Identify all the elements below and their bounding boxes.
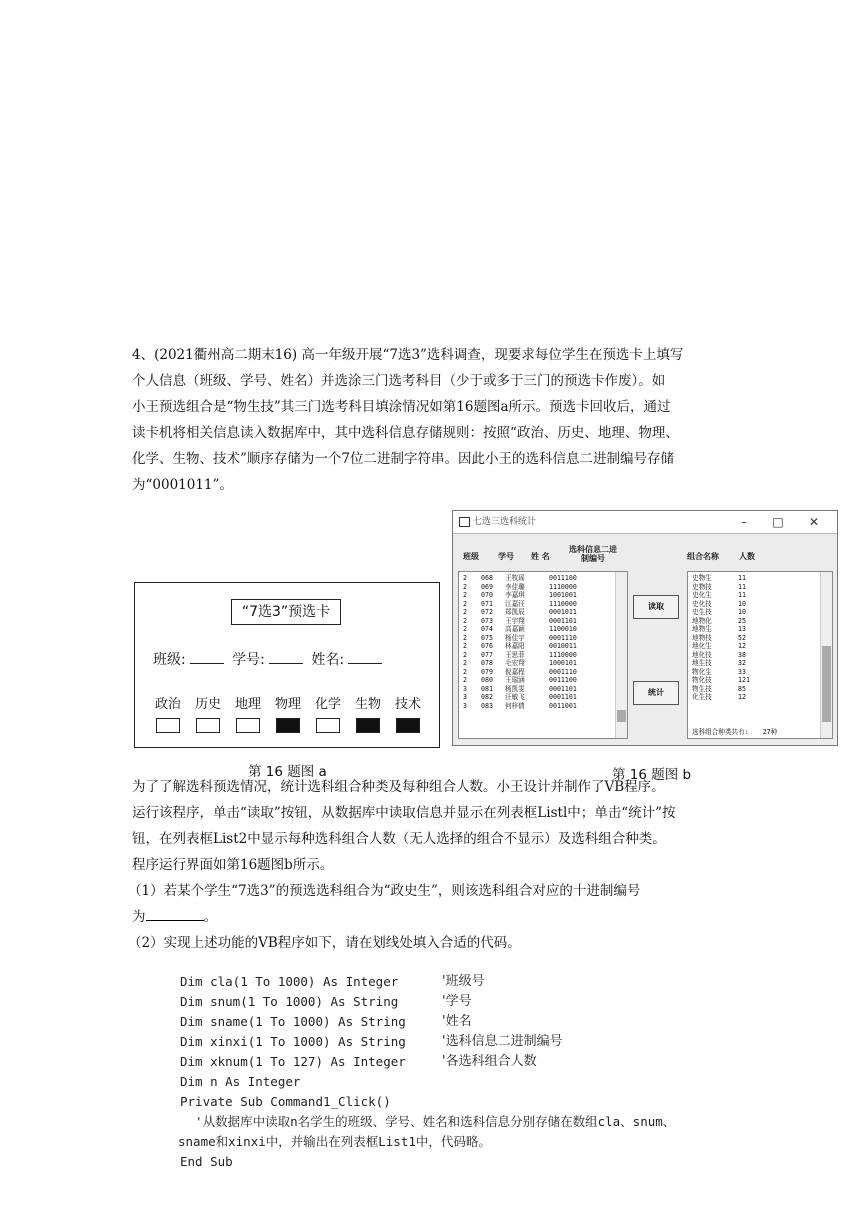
list1-box[interactable] [458,571,628,739]
list1-cell: 王牧瑶 [505,574,525,582]
question-line: 小王预选组合是“物生技”其三门选考科目填涂情况如第16题图a所示。预选卡回收后，通过 [132,399,671,415]
summary-label: 选科组合种类共有: [692,727,749,736]
subject-option [391,693,425,733]
list1-cell: 3 [463,684,467,693]
list1-cell: 王宇翔 [505,616,525,625]
list2-item[interactable] [692,625,832,634]
list1-item[interactable] [463,600,627,609]
subject-option [151,693,185,733]
list1-item[interactable] [463,651,627,660]
description-line: 为了了解选科预选情况，统计选科组合种类及每种组合人数。小王设计并制作了VB程序。 [132,779,665,795]
list1-item[interactable] [463,634,627,643]
list1-cell: 0001011 [549,608,577,616]
list1-cell: 2 [463,574,467,582]
list1-cell: 李嘉琪 [505,591,525,599]
code-line [180,972,675,992]
code-line [180,1112,675,1132]
q1-suffix: 。 [203,909,217,925]
combo-count: 11 [738,574,746,582]
list1-item[interactable] [463,591,627,600]
list1-cell: 林嘉阳 [505,642,525,650]
code-comment: '选科信息二进制编号 [442,1034,563,1049]
list1-cell: 3 [463,701,467,710]
summary-value: 27种 [762,727,778,736]
list1-cell: 2 [463,608,467,616]
list1-cell: 2 [463,642,467,650]
list1-cell: 杨凯雯 [505,684,525,693]
figure-b-program-window [452,510,838,746]
list1-cell: 081 [481,684,493,693]
list1-cell: 083 [481,701,493,710]
figure-a-caption: 第 16 题图 a [248,764,327,780]
list2-scrollbar[interactable] [820,572,832,738]
combo-name: 物化技 [692,676,712,684]
combo-count: 10 [738,608,746,616]
header-class: 班级 [463,552,479,561]
combo-name: 地化技 [692,650,712,659]
list1-cell: 073 [481,616,493,625]
code-text: '从数据库中读取n名学生的班级、学号、姓名和选科信息分别存储在数组cla、snum、 [180,1114,676,1129]
subject-option [311,693,345,733]
window-titlebar [453,511,837,534]
list2-item[interactable] [692,634,832,643]
list1-cell: 2 [463,625,467,633]
list1-cell: 2 [463,616,467,625]
subject-bubble [396,718,420,733]
list1-cell: 0001110 [549,633,577,642]
read-button[interactable]: 读取 [633,595,679,619]
subject-bubble [356,718,380,733]
list1-cell: 0001101 [549,616,577,625]
list2-item[interactable] [692,583,832,592]
q1-prefix: 为 [132,909,146,925]
combo-name: 化生技 [692,693,712,701]
question-1-answer-line [132,904,732,930]
list1-cell: 0001110 [549,667,577,676]
code-line [180,1052,675,1072]
list1-cell: 1001001 [549,591,577,599]
vb-code-block [180,972,675,1172]
close-icon[interactable]: ✕ [808,515,820,529]
code-text: Dim xinxi(1 To 1000) As String [180,1034,406,1049]
number-blank [269,663,303,664]
list1-cell: 2 [463,676,467,684]
list1-cell: 李佳璐 [505,582,525,591]
question-text [132,342,732,498]
list1-item[interactable] [463,693,627,702]
list1-item[interactable] [463,668,627,677]
list1-item[interactable] [463,642,627,651]
list1-cell: 068 [481,574,493,582]
combo-name: 史化生 [692,591,712,599]
list1-cell: 078 [481,659,493,667]
figure-a-preselection-card [134,582,440,748]
subject-bubble [156,718,180,733]
list1-cell: 076 [481,642,493,650]
class-blank [190,663,224,664]
list1-cell: 杨佳宇 [505,633,525,642]
list1-item[interactable] [463,676,627,685]
header-count: 人数 [739,552,755,561]
list1-cell: 0011001 [549,701,577,710]
list2-item[interactable] [692,685,832,694]
list2-box[interactable] [687,571,833,739]
description-text [128,774,732,956]
combo-name: 地生技 [692,659,712,667]
code-comment: '学号 [442,994,472,1009]
list1-item[interactable] [463,574,627,583]
subject-option [191,693,225,733]
list1-cell: 王思菲 [505,650,525,659]
subject-label: 生物 [354,697,381,712]
list1-scroll-thumb[interactable] [617,710,626,722]
code-text: Dim xknum(1 To 127) As Integer [180,1054,406,1069]
header-info: 选科信息二进制编号 [569,545,617,563]
list1-item[interactable] [463,685,627,694]
list1-cell: 2 [463,659,467,667]
combo-count: 11 [738,591,746,599]
list1-cell: 2 [463,633,467,642]
combo-name: 地化生 [692,642,712,650]
list1-cell: 0001101 [549,693,577,701]
list1-cell: 王瑞涵 [505,676,525,684]
subject-option [351,693,385,733]
list1-cell: 0011100 [549,676,577,684]
question-line: 4、(2021衢州高二期末16) 高一年级开展“7选3”选科调查，现要求每位学生在预选卡上填写 [132,347,684,363]
maximize-icon[interactable]: □ [772,515,784,529]
minimize-icon[interactable]: – [741,515,747,529]
code-text: Dim n As Integer [180,1074,301,1089]
subject-bubble [276,718,300,733]
code-text: Dim cla(1 To 1000) As Integer [180,974,399,989]
list1-cell: 077 [481,650,493,659]
list1-item[interactable] [463,625,627,634]
combo-name: 地物化 [692,616,712,625]
list1-cell: 069 [481,582,493,591]
code-line [180,1072,675,1092]
combo-name: 物化生 [692,667,712,676]
list1-cell: 1100010 [549,625,577,633]
subject-label: 化学 [314,697,341,712]
subject-label: 物理 [274,697,301,712]
combo-name: 地物生 [692,625,712,633]
list1-cell: 070 [481,591,493,599]
question-line: 读卡机将相关信息读入数据库中，其中选科信息存储规则：按照“政治、历史、地理、物理、 [132,425,679,441]
list1-cell: 2 [463,582,467,591]
list1-cell: 0001101 [549,684,577,693]
list1-cell: 倪嘉程 [505,667,525,676]
subject-option [231,693,265,733]
list1-cell: 071 [481,599,493,608]
combo-count: 52 [738,633,746,642]
app-icon [459,517,470,527]
figure-b-caption: 第 16 题图 b [612,767,692,783]
combo-name: 地物技 [692,633,712,642]
combo-count: 33 [738,667,746,676]
combo-name: 史物生 [692,574,712,582]
list1-cell: 江嘉汪 [505,599,525,608]
combo-count: 13 [738,625,746,633]
question-line: 为“0001011”。 [132,477,233,493]
code-text: Dim snum(1 To 1000) As String [180,994,399,1009]
answer-blank[interactable] [146,906,204,921]
list1-cell: 2 [463,599,467,608]
code-comment: '班级号 [442,974,485,989]
list1-cell: 074 [481,625,493,633]
subject-label: 技术 [394,697,421,712]
list1-cell: 汪敏飞 [505,693,525,701]
list1-cell: 2 [463,667,467,676]
list2-item[interactable] [692,693,832,702]
combo-count: 12 [738,642,746,650]
list2-item[interactable] [692,668,832,677]
list1-cell: 郑凯辰 [505,608,525,616]
combo-count: 121 [738,676,750,684]
list2-summary [692,728,777,737]
code-text: Dim sname(1 To 1000) As String [180,1014,406,1029]
combo-count: 38 [738,650,746,659]
list2-scroll-thumb[interactable] [822,646,831,722]
list1-item[interactable] [463,659,627,668]
list1-item[interactable] [463,583,627,592]
subject-bubble [236,718,260,733]
list2-item[interactable] [692,591,832,600]
code-line [180,992,675,1012]
list2-item[interactable] [692,676,832,685]
subject-list [151,693,425,733]
header-number: 学号 [498,552,514,561]
list1-cell: 2 [463,591,467,599]
list2-item[interactable] [692,617,832,626]
list2-item[interactable] [692,608,832,617]
card-info-row [153,649,386,669]
combo-count: 11 [738,582,746,591]
stat-button[interactable]: 统计 [633,681,679,705]
subject-bubble [196,718,220,733]
list1-cell: 072 [481,608,493,616]
code-comment: '各选科组合人数 [442,1054,537,1069]
code-line [178,1132,673,1152]
list1-item[interactable] [463,608,627,617]
combo-name: 物生技 [692,684,712,693]
list2-item[interactable] [692,574,832,583]
code-line [180,1012,675,1032]
combo-count: 85 [738,684,746,693]
subject-option [271,693,305,733]
list1-cell: 何梓倩 [505,701,525,710]
list1-cell: 080 [481,676,493,684]
list1-cell: 1110000 [549,582,577,591]
list1-cell: 079 [481,667,493,676]
subject-label: 地理 [234,697,261,712]
code-text: End Sub [180,1154,233,1169]
list2-item[interactable] [692,659,832,668]
list1-item[interactable] [463,702,627,711]
list1-cell: 082 [481,693,493,701]
list2-item[interactable] [692,651,832,660]
subject-label: 政治 [154,697,181,712]
list2-item[interactable] [692,600,832,609]
question-line: 化学、生物、技术”顺序存储为一个7位二进制字符串。因此小王的选科信息二进制编号存储 [132,451,674,467]
question-line: 个人信息（班级、学号、姓名）并选涂三门选考科目（少于或多于三门的预选卡作废）。如 [132,373,666,389]
list1-cell: 075 [481,633,493,642]
list1-cell: 0010011 [549,642,577,650]
list1-scrollbar[interactable] [615,572,627,738]
description-line: 钮，在列表框List2中显示每种选科组合人数（无人选择的组合不显示）及选科组合种类。 [132,831,666,847]
number-label: 学号: [232,652,265,668]
combo-count: 25 [738,616,746,625]
code-text: Private Sub Command1_Click() [180,1094,391,1109]
window-title: 七选三选科统计 [473,517,537,527]
list1-cell: 1110000 [549,599,577,608]
list1-cell: 1110000 [549,650,577,659]
card-title: “7选3”预选卡 [231,599,341,625]
code-text: sname和xinxi中，并输出在列表框List1中，代码略。 [178,1134,491,1149]
description-line: 运行该程序，单击“读取”按钮，从数据库中读取信息并显示在列表框Listl中；单击“统计”按 [132,805,676,821]
combo-count: 32 [738,659,746,667]
question-2: （2）实现上述功能的VB程序如下，请在划线处填入合适的代码。 [128,935,521,951]
list1-cell: 1000101 [549,659,577,667]
name-blank [348,663,382,664]
code-line [180,1092,675,1112]
code-line [180,1032,675,1052]
question-1: （1）若某个学生“7选3”的预选选科组合为“政史生”，则该选科组合对应的十进制编号 [128,883,641,899]
subject-label: 历史 [194,697,221,712]
combo-name: 史化技 [692,599,712,608]
list2-item[interactable] [692,642,832,651]
list1-cell: 高嘉颖 [505,625,525,633]
class-label: 班级: [153,652,186,668]
list1-item[interactable] [463,617,627,626]
header-combo: 组合名称 [687,552,719,561]
subject-bubble [316,718,340,733]
list1-cell: 毛宏翔 [505,659,525,667]
combo-name: 史物技 [692,582,712,591]
combo-name: 史生技 [692,608,712,616]
list1-cell: 2 [463,650,467,659]
name-label: 姓名: [311,652,345,668]
code-line [180,1152,675,1172]
description-line: 程序运行界面如第16题图b所示。 [132,857,334,873]
code-comment: '姓名 [442,1014,472,1029]
list1-cell: 0011100 [549,574,577,582]
combo-count: 12 [738,693,746,701]
combo-count: 10 [738,599,746,608]
list1-cell: 3 [463,693,467,701]
header-name: 姓 名 [531,552,550,561]
